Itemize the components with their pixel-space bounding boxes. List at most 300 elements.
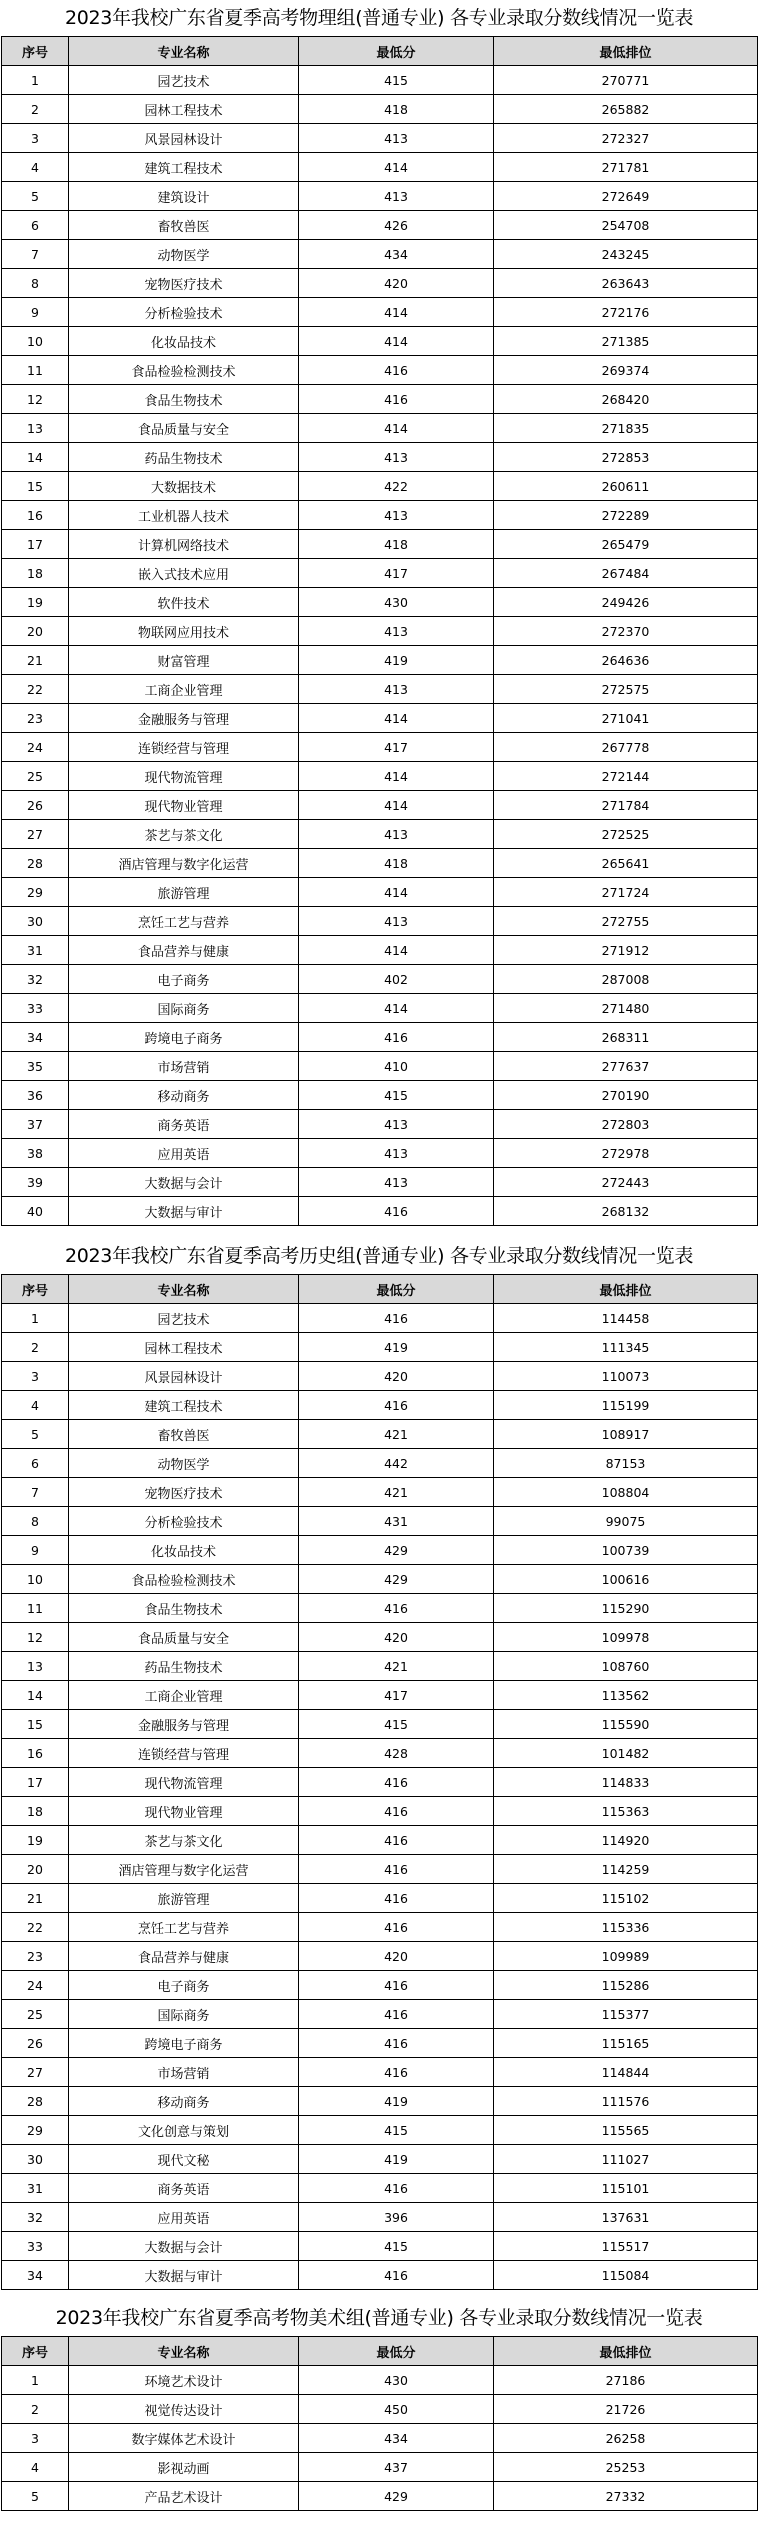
major-name: 旅游管理 <box>69 1884 299 1913</box>
table-row <box>2 269 758 298</box>
min-score: 419 <box>299 2145 494 2174</box>
table-row <box>2 530 758 559</box>
major-name: 环境艺术设计 <box>69 2366 299 2395</box>
min-score: 420 <box>299 1362 494 1391</box>
row-index: 7 <box>2 1478 69 1507</box>
min-rank: 243245 <box>494 240 758 269</box>
major-name: 金融服务与管理 <box>69 704 299 733</box>
major-name: 文化创意与策划 <box>69 2116 299 2145</box>
major-name: 连锁经营与管理 <box>69 1739 299 1768</box>
row-index: 26 <box>2 2029 69 2058</box>
art-admission-table <box>1 2336 758 2511</box>
min-rank: 115084 <box>494 2261 758 2290</box>
major-name: 园林工程技术 <box>69 1333 299 1362</box>
min-rank: 137631 <box>494 2203 758 2232</box>
min-score: 413 <box>299 1110 494 1139</box>
major-name: 工商企业管理 <box>69 1681 299 1710</box>
min-rank: 100739 <box>494 1536 758 1565</box>
major-name: 移动商务 <box>69 2087 299 2116</box>
row-index: 14 <box>2 1681 69 1710</box>
table-row <box>2 1304 758 1333</box>
min-rank: 114844 <box>494 2058 758 2087</box>
row-index: 11 <box>2 356 69 385</box>
row-index: 23 <box>2 1942 69 1971</box>
table-row <box>2 66 758 95</box>
major-name: 分析检验技术 <box>69 298 299 327</box>
row-index: 13 <box>2 1652 69 1681</box>
header-min-score: 最低分 <box>299 1275 494 1304</box>
min-rank: 109989 <box>494 1942 758 1971</box>
table-row <box>2 2261 758 2290</box>
min-rank: 270771 <box>494 66 758 95</box>
header-index: 序号 <box>2 2337 69 2366</box>
row-index: 32 <box>2 965 69 994</box>
row-index: 3 <box>2 2424 69 2453</box>
min-rank: 115199 <box>494 1391 758 1420</box>
min-score: 414 <box>299 153 494 182</box>
row-index: 6 <box>2 211 69 240</box>
art-table-block <box>1 2300 757 2511</box>
major-name: 园艺技术 <box>69 1304 299 1333</box>
row-index: 1 <box>2 1304 69 1333</box>
table-row <box>2 907 758 936</box>
min-score: 437 <box>299 2453 494 2482</box>
min-score: 416 <box>299 356 494 385</box>
min-score: 415 <box>299 66 494 95</box>
min-rank: 115101 <box>494 2174 758 2203</box>
min-score: 413 <box>299 1139 494 1168</box>
table-row <box>2 1362 758 1391</box>
table-row <box>2 617 758 646</box>
min-score: 414 <box>299 414 494 443</box>
min-score: 414 <box>299 298 494 327</box>
min-score: 419 <box>299 2087 494 2116</box>
major-name: 大数据与审计 <box>69 2261 299 2290</box>
row-index: 4 <box>2 153 69 182</box>
row-index: 17 <box>2 530 69 559</box>
min-rank: 272144 <box>494 762 758 791</box>
table-row <box>2 1023 758 1052</box>
row-index: 4 <box>2 2453 69 2482</box>
min-rank: 114833 <box>494 1768 758 1797</box>
major-name: 食品营养与健康 <box>69 1942 299 1971</box>
major-name: 动物医学 <box>69 1449 299 1478</box>
min-score: 414 <box>299 878 494 907</box>
row-index: 15 <box>2 1710 69 1739</box>
table-row <box>2 994 758 1023</box>
major-name: 畜牧兽医 <box>69 211 299 240</box>
major-name: 食品生物技术 <box>69 1594 299 1623</box>
table-row <box>2 1913 758 1942</box>
min-score: 414 <box>299 936 494 965</box>
major-name: 工商企业管理 <box>69 675 299 704</box>
min-rank: 272575 <box>494 675 758 704</box>
row-index: 24 <box>2 1971 69 2000</box>
min-score: 418 <box>299 95 494 124</box>
table-row <box>2 1652 758 1681</box>
min-rank: 268420 <box>494 385 758 414</box>
row-index: 16 <box>2 501 69 530</box>
major-name: 视觉传达设计 <box>69 2395 299 2424</box>
min-rank: 272327 <box>494 124 758 153</box>
min-score: 414 <box>299 704 494 733</box>
min-rank: 263643 <box>494 269 758 298</box>
min-score: 416 <box>299 2174 494 2203</box>
table-row <box>2 1942 758 1971</box>
row-index: 18 <box>2 559 69 588</box>
table-row <box>2 2145 758 2174</box>
row-index: 20 <box>2 1855 69 1884</box>
table-row <box>2 2058 758 2087</box>
header-min-score: 最低分 <box>299 2337 494 2366</box>
table-row <box>2 2366 758 2395</box>
major-name: 移动商务 <box>69 1081 299 1110</box>
major-name: 宠物医疗技术 <box>69 269 299 298</box>
min-score: 416 <box>299 1197 494 1226</box>
table-row <box>2 240 758 269</box>
row-index: 30 <box>2 907 69 936</box>
min-rank: 267778 <box>494 733 758 762</box>
min-score: 429 <box>299 1536 494 1565</box>
major-name: 动物医学 <box>69 240 299 269</box>
major-name: 跨境电子商务 <box>69 1023 299 1052</box>
min-score: 416 <box>299 1884 494 1913</box>
row-index: 10 <box>2 327 69 356</box>
table-row <box>2 2395 758 2424</box>
major-name: 药品生物技术 <box>69 1652 299 1681</box>
major-name: 宠物医疗技术 <box>69 1478 299 1507</box>
row-index: 14 <box>2 443 69 472</box>
major-name: 现代物流管理 <box>69 1768 299 1797</box>
table-row <box>2 646 758 675</box>
min-score: 396 <box>299 2203 494 2232</box>
major-name: 烹饪工艺与营养 <box>69 907 299 936</box>
row-index: 6 <box>2 1449 69 1478</box>
major-name: 食品营养与健康 <box>69 936 299 965</box>
row-index: 13 <box>2 414 69 443</box>
header-row <box>2 1275 758 1304</box>
min-score: 414 <box>299 327 494 356</box>
min-score: 402 <box>299 965 494 994</box>
min-rank: 287008 <box>494 965 758 994</box>
min-score: 421 <box>299 1420 494 1449</box>
min-rank: 271041 <box>494 704 758 733</box>
min-rank: 100616 <box>494 1565 758 1594</box>
min-rank: 271781 <box>494 153 758 182</box>
header-min-rank: 最低排位 <box>494 1275 758 1304</box>
major-name: 影视动画 <box>69 2453 299 2482</box>
min-score: 419 <box>299 1333 494 1362</box>
row-index: 20 <box>2 617 69 646</box>
major-name: 食品质量与安全 <box>69 1623 299 1652</box>
table-row <box>2 1081 758 1110</box>
major-name: 茶艺与茶文化 <box>69 820 299 849</box>
min-score: 416 <box>299 2029 494 2058</box>
min-rank: 111345 <box>494 1333 758 1362</box>
min-rank: 264636 <box>494 646 758 675</box>
major-name: 商务英语 <box>69 2174 299 2203</box>
min-rank: 114458 <box>494 1304 758 1333</box>
row-index: 3 <box>2 1362 69 1391</box>
row-index: 29 <box>2 2116 69 2145</box>
row-index: 3 <box>2 124 69 153</box>
row-index: 25 <box>2 2000 69 2029</box>
row-index: 1 <box>2 66 69 95</box>
min-rank: 272978 <box>494 1139 758 1168</box>
min-score: 420 <box>299 269 494 298</box>
min-score: 429 <box>299 2482 494 2511</box>
min-rank: 115590 <box>494 1710 758 1739</box>
major-name: 酒店管理与数字化运营 <box>69 1855 299 1884</box>
min-score: 429 <box>299 1565 494 1594</box>
table-row <box>2 1884 758 1913</box>
table-row <box>2 1739 758 1768</box>
min-score: 417 <box>299 559 494 588</box>
table-row <box>2 1391 758 1420</box>
major-name: 市场营销 <box>69 1052 299 1081</box>
major-name: 计算机网络技术 <box>69 530 299 559</box>
min-score: 416 <box>299 1826 494 1855</box>
major-name: 数字媒体艺术设计 <box>69 2424 299 2453</box>
min-rank: 27186 <box>494 2366 758 2395</box>
table-row <box>2 936 758 965</box>
row-index: 27 <box>2 820 69 849</box>
table-row <box>2 559 758 588</box>
history-admission-table <box>1 1274 758 2290</box>
row-index: 15 <box>2 472 69 501</box>
min-score: 413 <box>299 907 494 936</box>
min-rank: 272755 <box>494 907 758 936</box>
table-row <box>2 965 758 994</box>
physics-table-body <box>2 66 758 1226</box>
major-name: 药品生物技术 <box>69 443 299 472</box>
header-min-rank: 最低排位 <box>494 2337 758 2366</box>
min-score: 413 <box>299 124 494 153</box>
table-row <box>2 2029 758 2058</box>
major-name: 化妆品技术 <box>69 327 299 356</box>
table-row <box>2 1797 758 1826</box>
row-index: 29 <box>2 878 69 907</box>
major-name: 园林工程技术 <box>69 95 299 124</box>
row-index: 12 <box>2 385 69 414</box>
min-rank: 99075 <box>494 1507 758 1536</box>
table-row <box>2 1333 758 1362</box>
min-rank: 254708 <box>494 211 758 240</box>
row-index: 11 <box>2 1594 69 1623</box>
min-rank: 115102 <box>494 1884 758 1913</box>
row-index: 38 <box>2 1139 69 1168</box>
row-index: 33 <box>2 2232 69 2261</box>
table-row <box>2 124 758 153</box>
row-index: 23 <box>2 704 69 733</box>
table-row <box>2 2116 758 2145</box>
table-row <box>2 472 758 501</box>
table-row <box>2 878 758 907</box>
min-rank: 25253 <box>494 2453 758 2482</box>
header-min-score: 最低分 <box>299 37 494 66</box>
row-index: 2 <box>2 95 69 124</box>
row-index: 39 <box>2 1168 69 1197</box>
table-row <box>2 1971 758 2000</box>
min-rank: 272176 <box>494 298 758 327</box>
min-rank: 115363 <box>494 1797 758 1826</box>
table-row <box>2 1507 758 1536</box>
min-score: 442 <box>299 1449 494 1478</box>
major-name: 现代文秘 <box>69 2145 299 2174</box>
min-rank: 101482 <box>494 1739 758 1768</box>
min-score: 431 <box>299 1507 494 1536</box>
major-name: 连锁经营与管理 <box>69 733 299 762</box>
min-score: 416 <box>299 1304 494 1333</box>
table-row <box>2 2424 758 2453</box>
header-row <box>2 37 758 66</box>
table-row <box>2 1536 758 1565</box>
min-rank: 272803 <box>494 1110 758 1139</box>
min-rank: 114259 <box>494 1855 758 1884</box>
major-name: 现代物流管理 <box>69 762 299 791</box>
min-rank: 26258 <box>494 2424 758 2453</box>
major-name: 园艺技术 <box>69 66 299 95</box>
table-row <box>2 1710 758 1739</box>
min-score: 420 <box>299 1942 494 1971</box>
row-index: 35 <box>2 1052 69 1081</box>
min-score: 415 <box>299 1710 494 1739</box>
min-score: 414 <box>299 791 494 820</box>
major-name: 电子商务 <box>69 965 299 994</box>
min-score: 416 <box>299 1797 494 1826</box>
table-row <box>2 1449 758 1478</box>
min-score: 414 <box>299 762 494 791</box>
major-name: 大数据技术 <box>69 472 299 501</box>
table-row <box>2 2232 758 2261</box>
table-row <box>2 211 758 240</box>
table-row <box>2 501 758 530</box>
min-score: 413 <box>299 501 494 530</box>
major-name: 旅游管理 <box>69 878 299 907</box>
history-table-block <box>1 1238 757 2290</box>
table-row <box>2 1826 758 1855</box>
min-score: 416 <box>299 1768 494 1797</box>
min-score: 415 <box>299 2116 494 2145</box>
row-index: 31 <box>2 2174 69 2203</box>
row-index: 5 <box>2 182 69 211</box>
min-score: 416 <box>299 385 494 414</box>
min-rank: 115377 <box>494 2000 758 2029</box>
min-rank: 268311 <box>494 1023 758 1052</box>
min-rank: 111576 <box>494 2087 758 2116</box>
major-name: 嵌入式技术应用 <box>69 559 299 588</box>
major-name: 风景园林设计 <box>69 124 299 153</box>
major-name: 国际商务 <box>69 2000 299 2029</box>
min-rank: 113562 <box>494 1681 758 1710</box>
major-name: 化妆品技术 <box>69 1536 299 1565</box>
min-rank: 115290 <box>494 1594 758 1623</box>
min-rank: 277637 <box>494 1052 758 1081</box>
major-name: 国际商务 <box>69 994 299 1023</box>
table-row <box>2 762 758 791</box>
min-score: 428 <box>299 1739 494 1768</box>
min-score: 413 <box>299 820 494 849</box>
art-table-body <box>2 2366 758 2511</box>
table-row <box>2 2453 758 2482</box>
major-name: 食品检验检测技术 <box>69 356 299 385</box>
min-rank: 87153 <box>494 1449 758 1478</box>
min-rank: 271385 <box>494 327 758 356</box>
min-score: 416 <box>299 2261 494 2290</box>
row-index: 16 <box>2 1739 69 1768</box>
row-index: 21 <box>2 646 69 675</box>
major-name: 风景园林设计 <box>69 1362 299 1391</box>
row-index: 17 <box>2 1768 69 1797</box>
min-rank: 108804 <box>494 1478 758 1507</box>
row-index: 7 <box>2 240 69 269</box>
min-score: 416 <box>299 1594 494 1623</box>
table-row <box>2 1420 758 1449</box>
min-score: 419 <box>299 646 494 675</box>
row-index: 8 <box>2 1507 69 1536</box>
min-rank: 268132 <box>494 1197 758 1226</box>
major-name: 市场营销 <box>69 2058 299 2087</box>
table-row <box>2 1855 758 1884</box>
min-score: 417 <box>299 1681 494 1710</box>
min-rank: 272853 <box>494 443 758 472</box>
min-rank: 249426 <box>494 588 758 617</box>
major-name: 烹饪工艺与营养 <box>69 1913 299 1942</box>
major-name: 大数据与审计 <box>69 1197 299 1226</box>
table-row <box>2 1768 758 1797</box>
min-score: 416 <box>299 1855 494 1884</box>
row-index: 24 <box>2 733 69 762</box>
header-major: 专业名称 <box>69 2337 299 2366</box>
header-major: 专业名称 <box>69 1275 299 1304</box>
min-score: 413 <box>299 617 494 646</box>
min-score: 418 <box>299 849 494 878</box>
min-score: 413 <box>299 1168 494 1197</box>
row-index: 1 <box>2 2366 69 2395</box>
major-name: 食品检验检测技术 <box>69 1565 299 1594</box>
min-rank: 272370 <box>494 617 758 646</box>
min-rank: 115286 <box>494 1971 758 2000</box>
min-rank: 108917 <box>494 1420 758 1449</box>
row-index: 5 <box>2 2482 69 2511</box>
table-row <box>2 298 758 327</box>
physics-table-block <box>1 0 757 1226</box>
table-row <box>2 327 758 356</box>
table-row <box>2 414 758 443</box>
min-score: 415 <box>299 2232 494 2261</box>
major-name: 食品质量与安全 <box>69 414 299 443</box>
table-row <box>2 1197 758 1226</box>
min-score: 413 <box>299 182 494 211</box>
header-major: 专业名称 <box>69 37 299 66</box>
min-rank: 265641 <box>494 849 758 878</box>
table-row <box>2 588 758 617</box>
table-row <box>2 820 758 849</box>
major-name: 建筑设计 <box>69 182 299 211</box>
min-rank: 115336 <box>494 1913 758 1942</box>
min-score: 413 <box>299 443 494 472</box>
min-rank: 272443 <box>494 1168 758 1197</box>
min-score: 430 <box>299 2366 494 2395</box>
min-rank: 270190 <box>494 1081 758 1110</box>
major-name: 软件技术 <box>69 588 299 617</box>
min-rank: 109978 <box>494 1623 758 1652</box>
min-rank: 111027 <box>494 2145 758 2174</box>
major-name: 产品艺术设计 <box>69 2482 299 2511</box>
header-min-rank: 最低排位 <box>494 37 758 66</box>
table-row <box>2 2482 758 2511</box>
min-score: 410 <box>299 1052 494 1081</box>
